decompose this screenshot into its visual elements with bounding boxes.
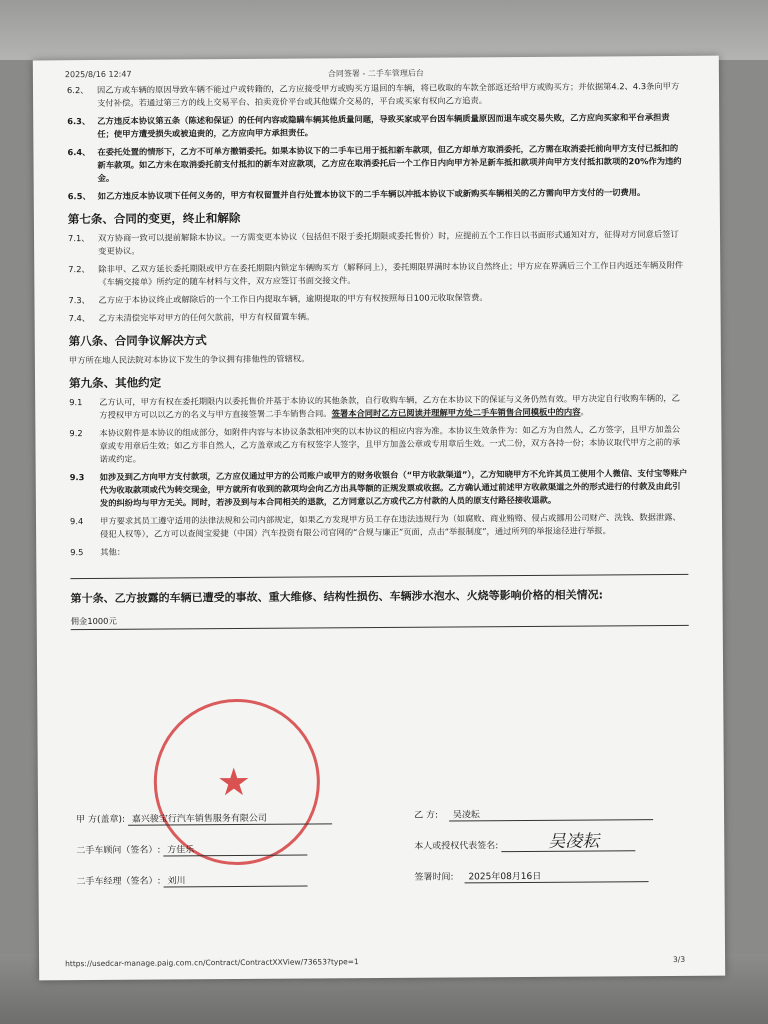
- clause-6-2: 6.2、 因乙方或车辆的原因导致车辆不能过户或转籍的，乙方应接受甲方或购买方退回的车辆，将已收取的车款全部返还给甲方或购买方；并依据第4.2、4.3条向甲方支付补偿。若通过第三方的线上交易平台、拍卖竞价平台或其他媒介交易的，平台或买家有权向乙方追责。: [66, 80, 680, 108]
- section-9-title: 第九条、其他约定: [69, 375, 162, 391]
- clause-9-2: 9.2 本协议附件是本协议的组成部分，如附件内容与本协议条款相冲突的以本协议的相应内容为准。本协议生效条件为：如乙方为自然人，乙方签字，且甲方加盖公章或专用章后生效；如乙方非自然人，乙方盖章或乙方有权签字人签字，且甲方加盖公章或专用章后生效。一式二份，双方各持一份；本协议取代甲方之前的承诺或约定。: [69, 423, 681, 464]
- section-7-title: 第七条、合同的变更，终止和解除: [67, 210, 241, 227]
- print-datetime: 2025/8/16 12:47: [64, 69, 132, 80]
- party-b-row: 乙 方: 吴凌耘: [414, 806, 653, 822]
- print-footer: [65, 955, 685, 968]
- party-a-value: 嘉兴骏宝行汽车销售服务有限公司: [128, 810, 332, 825]
- clause-7-3: 7.3、 乙方应于本协议终止或解除后的一个工作日内提取车辆，逾期提取的甲方有权按照每日100元收取保管费。: [68, 292, 488, 306]
- section-8-title: 第八条、合同争议解决方式: [68, 333, 207, 349]
- section-10-value: 佣金1000元: [71, 608, 689, 630]
- section-10-title: 第十条、乙方披露的车辆已遭受的事故、重大维修、结构性损伤、车辆涉水泡水、火烧等影响价格的相关情况:: [70, 588, 603, 606]
- print-title: 合同签署 - 二手车管理后台: [327, 68, 424, 79]
- clause-9-1-emphasis: 签署本合同时乙方已阅读并理解甲方处二手车销售合同模板中的内容: [331, 406, 581, 419]
- clause-9-4: 9.4 甲方要求其员工遵守适用的法律法规和公司内部规定，如果乙方发现甲方员工存在违法违规行为（如腐败、商业贿赂、侵占或挪用公司财产、洗钱、数据泄露、侵犯人权等），乙方可以查阅宝爱捷（中国）汽车投资有限公司官网的“合规与廉正”页面，点击“举报制度”，通过所列的举报途径进行举报。: [69, 511, 681, 539]
- clause-9-1: 9.1 乙方认可，甲方有权在委托期限内以委托售价并基于本协议的其他条款，自行收购车辆，乙方在本协议下的保证与义务仍然有效。甲方决定自行收购车辆的，乙方授权甲方可以以乙方的名义与甲方直接签署二手车销售合同。签署本合同时乙方已阅读并理解甲方处二手车销售合同模板中的内容。: [69, 392, 681, 420]
- advisor-value: 方佳乐: [163, 842, 307, 857]
- clause-9-5: 9.5 其他：: [70, 546, 126, 558]
- manager-row: 二手车经理（签名）: 刘川: [76, 873, 307, 889]
- clause-6-3: 6.3、 乙方违反本协议第五条（陈述和保证）的任何内容或隐瞒车辆其他质量问题，导致买家或平台因车辆质量原因而退车或交易失败，乙方应向买家和平台承担责任；使甲方遭受损失或被追责的，乙方应向甲方承担责任。: [67, 111, 670, 139]
- sign-time-value: 2025年08月16日: [464, 868, 648, 883]
- clause-7-1: 7.1、 双方协商一致可以提前解除本协议。一方需变更本协议（包括但不限于委托期限或委托售价）时，应提前五个工作日以书面形式通知对方，征得对方同意后签订变更协议。: [68, 228, 679, 256]
- section-8-text: 甲方所在地人民法院对本协议下发生的争议拥有排他性的管辖权。: [68, 353, 310, 366]
- party-b-value: 吴凌耘: [449, 806, 653, 821]
- contract-page: [33, 56, 725, 981]
- clause-7-4: 7.4、 乙方未清偿完毕对甲方的任何欠款前，甲方有权留置车辆。: [68, 311, 315, 324]
- clause-6-5: 6.5、 如乙方违反本协议项下任何义务的，甲方有权留置并自行处置本协议下的二手车辆以冲抵本协议下或新购买车辆相关的乙方需向甲方支付的一切费用。: [67, 187, 646, 202]
- contract-body: [67, 80, 689, 630]
- clause-7-2: 7.2、 除非甲、乙双方延长委托期限或甲方在委托期限内锁定车辆购买方（解释同上），委托期限界满时本协议自然终止；甲方应在界满后三个工作日内返还车辆及附件《车辆交接单》所约定的随车材料与文件，双方应签订书面交接文件。: [68, 259, 684, 287]
- sign-time-row: 签署时间: 2025年08月16日: [414, 868, 648, 884]
- manager-value: 刘川: [163, 873, 307, 888]
- other-terms-line: [70, 560, 688, 579]
- rep-row: 本人或授权代表签名:: [414, 837, 635, 853]
- page-number: 3/3: [672, 954, 686, 964]
- party-a-row: 甲 方(盖章): 嘉兴骏宝行汽车销售服务有限公司: [76, 810, 332, 826]
- clause-6-4: 6.4、 在委托处置的情形下，乙方不可单方撤销委托。如果本协议下的二手车已用于抵扣新车款项，但乙方却单方取消委托，乙方需在取消委托前向甲方支付已抵扣的新车款项。如乙方未在取消委托前支付抵扣的新车对应款项，乙方应在取消委托后一个工作日内向甲方补足新车抵扣款项并向甲方支付抵扣款项的20%作为违约金。: [67, 142, 682, 183]
- advisor-row: 二手车顾问（签名）: 方佳乐: [76, 842, 307, 858]
- photo-background-top: [0, 0, 768, 60]
- print-header: [64, 66, 687, 80]
- clause-9-3: 9.3 如涉及到乙方向甲方支付款项，乙方应仅通过甲方的公司账户或甲方的财务收银台（“甲方收款渠道”），乙方知晓甲方不允许其员工使用个人微信、支付宝等账户代为收取款项或代为转交现金，甲方就所有收到的款项均会向乙方出具等额的正规发票或收据。乙方确认通过前述甲方收款渠道之外的形式进行的付款及由此引发的纠纷均与甲方无关。同时，若涉及到与本合同相关的退款，乙方同意以乙方或代乙方付款的人员的原支付路径接收退款。: [69, 467, 688, 508]
- company-seal-stamp: [153, 698, 320, 865]
- handwritten-signature: 吴凌耘: [548, 831, 600, 852]
- footer-url: https://usedcar-manage.paig.com.cn/Contract/ContractXXView/73653?type=1: [65, 957, 359, 969]
- seal-star-icon: ★: [216, 759, 252, 805]
